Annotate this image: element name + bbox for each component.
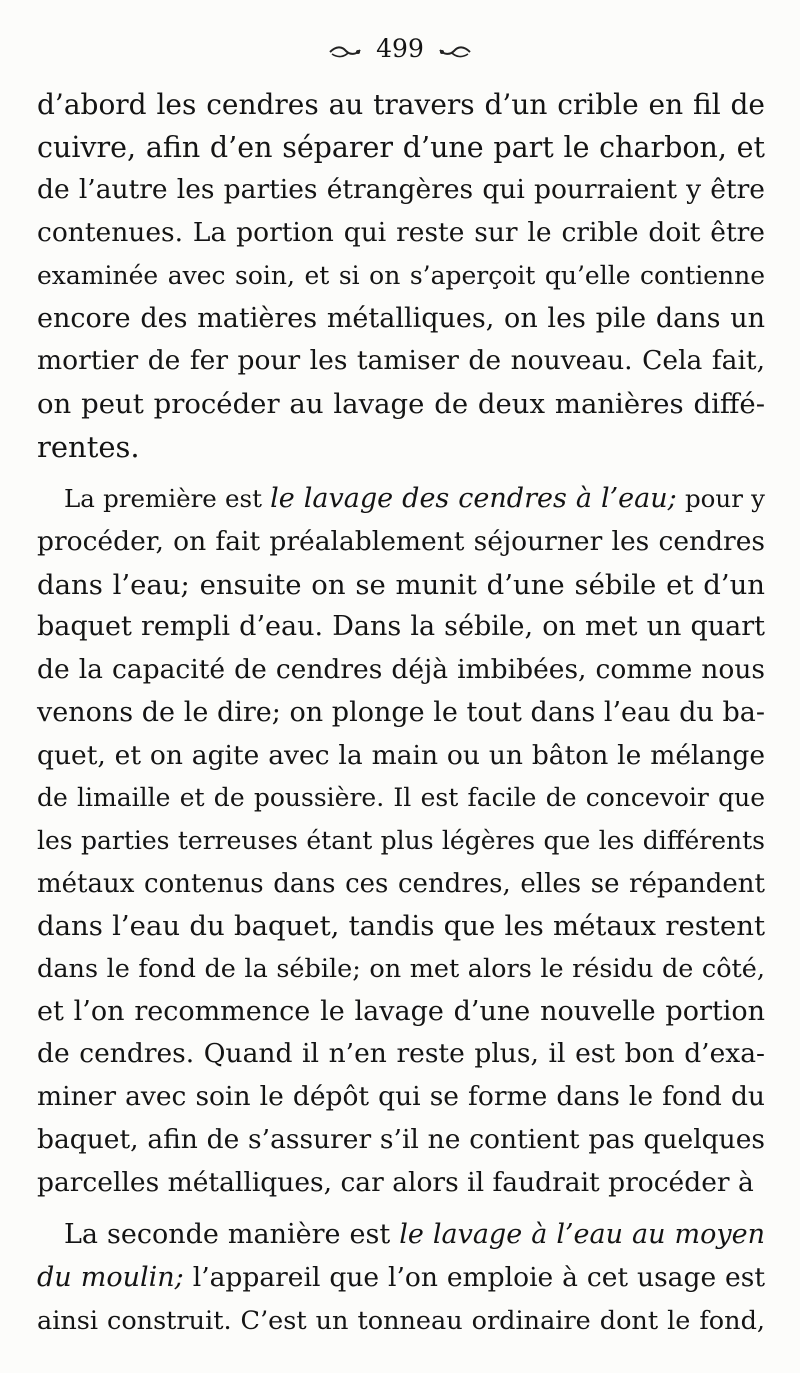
text-line: les parties terreuses étant plus légères que les différents bbox=[37, 825, 765, 855]
text-line: et l’on recommence le lavage d’une nouvelle portion bbox=[37, 995, 765, 1027]
text-line: d’abord les cendres au travers d’un crible en fil de bbox=[37, 88, 765, 121]
body-text bbox=[37, 84, 765, 1342]
text-line: procéder, on fait préalablement séjourner les cendres bbox=[37, 526, 765, 558]
text-line: on peut procéder au lavage de deux manières diffé- bbox=[37, 387, 765, 420]
italic-phrase: le lavage des cendres à l’eau; bbox=[270, 483, 677, 515]
text-line: examinée avec soin, et si on s’aperçoit qu’elle contienne bbox=[37, 260, 765, 290]
text-line: mortier de fer pour les tamiser de nouveau. Cela fait, bbox=[37, 345, 765, 377]
text-line: baquet, afin de s’assurer s’il ne contient pas quelques bbox=[37, 1123, 765, 1155]
text-line: de l’autre les parties étrangères qui pourraient y être bbox=[37, 174, 765, 206]
right-fleuron-icon bbox=[438, 36, 472, 66]
italic-phrase: du moulin; bbox=[37, 1261, 184, 1293]
page-number: 499 bbox=[376, 34, 424, 63]
text-run: l’appareil que l’on emploie à cet usage est bbox=[183, 1261, 765, 1293]
paragraph-2 bbox=[37, 478, 765, 1204]
text-line: métaux contenus dans ces cendres, elles se répandent bbox=[37, 868, 765, 899]
text-line: baquet rempli d’eau. Dans la sébile, on met un quart bbox=[37, 611, 765, 643]
text-line: de limaille et de poussière. Il est facile de concevoir que bbox=[37, 783, 765, 813]
text-line: miner avec soin le dépôt qui se forme dans le fond du bbox=[37, 1081, 765, 1113]
text-line: quet, et on agite avec la main ou un bâton le mélange bbox=[37, 739, 765, 771]
text-line: contenues. La portion qui reste sur le crible doit être bbox=[37, 217, 765, 249]
paragraph-1 bbox=[37, 84, 765, 468]
text-line: de la capacité de cendres déjà imbibées, comme nous bbox=[37, 654, 765, 686]
text-line bbox=[37, 1257, 765, 1300]
text-line: dans le fond de la sébile; on met alors le résidu de côté, bbox=[37, 954, 765, 985]
text-line: rentes. bbox=[37, 429, 140, 464]
text-line: ainsi construit. C’est un tonneau ordinaire dont le fond, bbox=[37, 1305, 765, 1336]
text-line bbox=[37, 1214, 765, 1257]
text-run: pour y bbox=[676, 484, 765, 514]
text-line bbox=[37, 478, 765, 521]
text-line: dans l’eau; ensuite on se munit d’une sébile et d’un bbox=[37, 568, 765, 601]
text-line: dans l’eau du baquet, tandis que les métaux restent bbox=[37, 910, 765, 943]
text-line: cuivre, afin d’en séparer d’une part le charbon, et bbox=[37, 130, 765, 164]
text-line: encore des matières métalliques, on les pile dans un bbox=[37, 302, 765, 334]
text-line: venons de le dire; on plonge le tout dans l’eau du ba- bbox=[37, 696, 765, 728]
paragraph-3 bbox=[37, 1214, 765, 1342]
italic-phrase: le lavage à l’eau au moyen bbox=[399, 1219, 765, 1251]
left-fleuron-icon bbox=[328, 36, 362, 66]
text-line: de cendres. Quand il n’en reste plus, il est bon d’exa- bbox=[37, 1038, 765, 1070]
text-run: La première est bbox=[64, 484, 271, 514]
text-run: La seconde manière est bbox=[64, 1219, 400, 1251]
page-header bbox=[0, 34, 800, 66]
text-line: parcelles métalliques, car alors il faudrait procéder à bbox=[37, 1166, 754, 1198]
